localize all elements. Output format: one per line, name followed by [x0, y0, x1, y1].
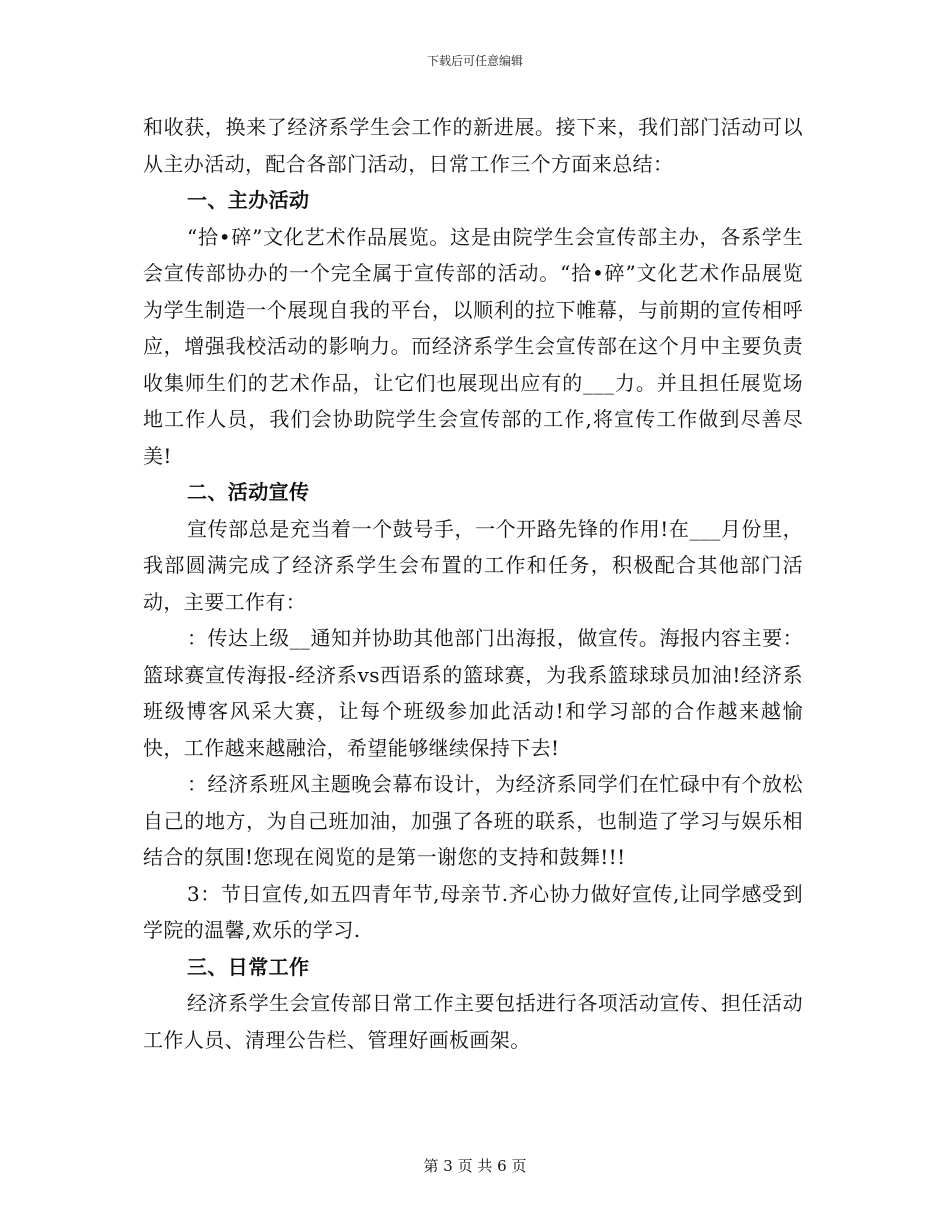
section-heading-daily-work: 三、日常工作 — [187, 954, 310, 979]
document-body — [143, 109, 803, 1058]
page-number-footer: 第 3 页 共 6 页 — [423, 1157, 527, 1175]
paragraph-poster-work: ：传达上级__通知并协助其他部门出海报，做宣传。海报内容主要：篮球赛宣传海报-经济系vs西语系的篮球赛，为我系篮球球员加油!经济系班级博客风采大赛，让每个班级参加此活动!和学习部的合作越来越愉快，工作越来越融洽，希望能够继续保持下去! — [143, 626, 803, 760]
page-header-note: 下载后可任意编辑 — [426, 54, 523, 68]
section-heading-hosted-activities: 一、主办活动 — [187, 188, 310, 212]
paragraph-daily-work: 经济系学生会宣传部日常工作主要包括进行各项活动宣传、担任活动工作人员、清理公告栏、管理好画板画架。 — [143, 991, 803, 1052]
section-heading-activity-promotion: 二、活动宣传 — [187, 480, 310, 504]
paragraph-holiday-promotion: 3：节日宣传,如五四青年节,母亲节.齐心协力做好宣传,让同学感受到学院的温馨,欢乐的学习. — [143, 881, 803, 942]
paragraph-curtain-design: ：经济系班风主题晚会幕布设计，为经济系同学们在忙碌中有个放松自己的地方，为自己班加油，加强了各班的联系，也制造了学习与娱乐相结合的氛围!您现在阅览的是第一谢您的支持和鼓舞!!! — [143, 772, 803, 869]
paragraph-art-exhibition: “拾•碎”文化艺术作品展览。这是由院学生会宣传部主办，各系学生会宣传部协办的一个完全属于宣传部的活动。“拾•碎”文化艺术作品展览为学生制造一个展现自我的平台，以顺利的拉下帷幕，与前期的宣传相呼应，增强我校活动的影响力。而经济系学生会宣传部在这个月中主要负责收集师生们的艺术作品，让它们也展现出应有的___力。并且担任展览场地工作人员，我们会协助院学生会宣传部的工作,将宣传工作做到尽善尽美! — [143, 224, 803, 468]
paragraph-promotion-intro: 宣传部总是充当着一个鼓号手，一个开路先锋的作用!在___月份里，我部圆满完成了经济系学生会布置的工作和任务，积极配合其他部门活动，主要工作有： — [143, 516, 803, 614]
paragraph-continuation: 和收获，换来了经济系学生会工作的新进展。接下来，我们部门活动可以从主办活动，配合各部门活动，日常工作三个方面来总结： — [143, 115, 803, 176]
